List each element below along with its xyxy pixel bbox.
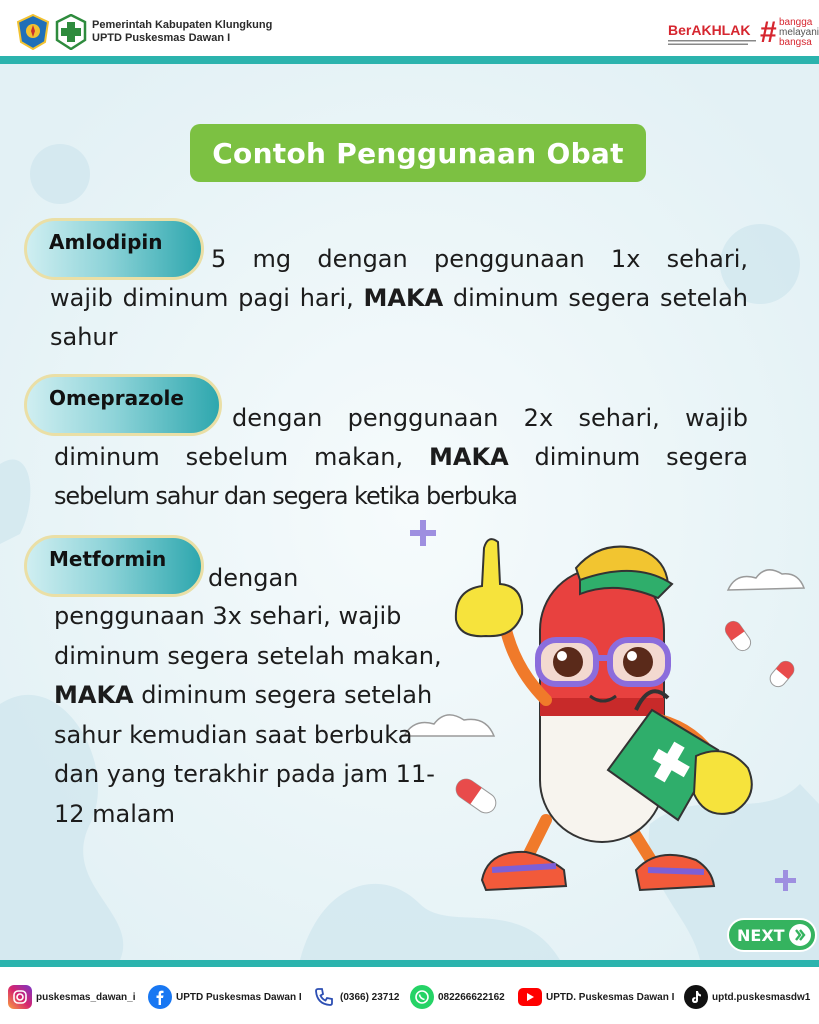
page-title: Contoh Penggunaan Obat [212, 136, 624, 170]
amlodipin-maka: MAKA [363, 284, 444, 312]
social-youtube[interactable] [518, 985, 674, 1009]
page-title-banner [190, 124, 646, 182]
bangga-melayani-bangsa-logo [779, 18, 819, 48]
drug-label-metformin [24, 535, 204, 597]
bangsa-word: bangsa [779, 37, 812, 48]
klungkung-emblem-icon [16, 14, 50, 50]
whatsapp-icon [410, 985, 434, 1009]
org-line-1: Pemerintah Kabupaten Klungkung [92, 19, 273, 31]
omeprazole-text-line-2 [54, 438, 748, 477]
chevron-right-icon [789, 924, 811, 946]
amlodipin-text-pre: wajib diminum pagi hari, [50, 284, 364, 312]
drug-name: Amlodipin [49, 230, 163, 254]
omeprazole-text-line-3: sebelum sahur dan segera ketika berbuka [54, 482, 517, 510]
phone-number: (0366) 23712 [340, 991, 400, 1003]
hashtag-mark: # [760, 16, 777, 49]
social-phone[interactable] [312, 985, 400, 1009]
next-arrow-circle [789, 924, 811, 946]
tiktok-icon [684, 985, 708, 1009]
drug-label-amlodipin [24, 218, 204, 280]
metformin-maka: MAKA [54, 681, 134, 709]
omeprazole-text-pre: diminum sebelum makan, [54, 443, 430, 471]
social-tiktok[interactable] [684, 985, 810, 1009]
social-instagram[interactable] [8, 985, 136, 1009]
header-divider-stripe [0, 56, 819, 64]
youtube-icon [518, 988, 542, 1006]
instagram-icon [8, 985, 32, 1009]
berakhlak-tagline-lines [668, 40, 760, 46]
drug-label-omeprazole [24, 374, 222, 436]
metformin-text-pre: penggunaan 3x sehari, wajib diminum segera setelah makan, [54, 602, 442, 670]
omeprazole-text-line-1: dengan penggunaan 2x sehari, wajib [232, 404, 748, 432]
omeprazole-text-post: diminum segera [508, 443, 748, 471]
facebook-icon [148, 985, 172, 1009]
instagram-handle: puskesmas_dawan_i [36, 991, 136, 1003]
capsule-mascot-illustration [396, 520, 819, 900]
tiktok-handle: uptd.puskesmasdw1 [712, 991, 811, 1003]
org-line-2: UPTD Puskesmas Dawan I [92, 32, 231, 44]
whatsapp-number: 082266622162 [438, 991, 505, 1003]
youtube-channel: UPTD. Puskesmas Dawan I [546, 991, 675, 1003]
amlodipin-text-line-1: 5 mg dengan penggunaan 1x sehari, [211, 245, 748, 273]
social-whatsapp[interactable] [410, 985, 505, 1009]
header-bar [0, 0, 819, 58]
metformin-text-post: diminum segera setelah sahur kemudian saat berbuka dan yang terakhir pada jam 11-12 malam [54, 681, 435, 828]
social-facebook[interactable] [148, 985, 302, 1009]
metformin-text-rest [54, 597, 454, 834]
berakhlak-logo: BerAKHLAK [668, 22, 751, 38]
footer-divider-stripe [0, 960, 819, 967]
next-label: NEXT [737, 925, 785, 945]
omeprazole-maka: MAKA [429, 443, 509, 471]
puskesmas-logo-icon [55, 14, 87, 50]
metformin-text-line-1: dengan [208, 564, 299, 592]
phone-icon [312, 985, 336, 1009]
amlodipin-text-rest [50, 279, 748, 357]
amlodipin-text-post: diminum segera setelah sahur [50, 284, 748, 351]
drug-name: Omeprazole [49, 386, 184, 410]
next-button[interactable] [727, 918, 817, 952]
organization-name [92, 19, 272, 45]
drug-name: Metformin [49, 547, 167, 571]
facebook-name: UPTD Puskesmas Dawan I [176, 991, 302, 1003]
melayani-word: melayani [779, 27, 819, 38]
bangga-word: bangga [779, 17, 813, 28]
